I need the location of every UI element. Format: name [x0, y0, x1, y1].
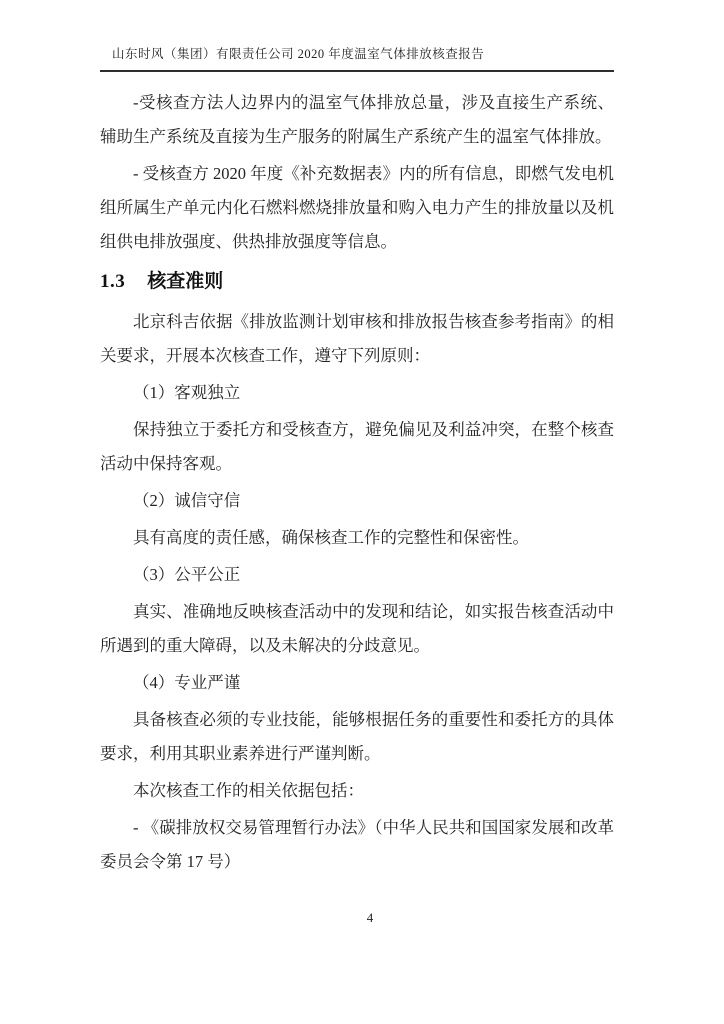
- paragraph-references-intro: 本次核查工作的相关依据包括：: [133, 781, 364, 800]
- document-body: [100, 86, 614, 882]
- principle-1-text: 保持独立于委托方和受核查方，避免偏见及利益冲突，在整个核查活动中保持客观。: [100, 420, 614, 473]
- report-header: [100, 46, 614, 72]
- paragraph-principles-intro: 北京科吉依据《排放监测计划审核和排放报告核查参考指南》的相关要求，开展本次核查工作，遵守下列原则：: [100, 312, 614, 365]
- principle-2-text: 具有高度的责任感，确保核查工作的完整性和保密性。: [133, 528, 529, 547]
- heading-title: 核查准则: [147, 271, 224, 292]
- header-title: 山东时风（集团）有限责任公司 2020 年度温室气体排放核查报告: [112, 47, 485, 61]
- heading-number: 1.3: [100, 271, 126, 292]
- principle-1-title: （1）客观独立: [133, 383, 241, 402]
- principle-4-text: 具备核查必须的专业技能，能够根据任务的重要性和委托方的具体要求，利用其职业素养进行严谨判断。: [100, 710, 614, 763]
- paragraph-scope-supplement: - 受核查方 2020 年度《补充数据表》内的所有信息，即燃气发电机组所属生产单元内化石燃料燃烧排放量和购入电力产生的排放量以及机组供电排放强度、供热排放强度等信息。: [100, 164, 614, 251]
- principle-3-text: 真实、准确地反映核查活动中的发现和结论，如实报告核查活动中所遇到的重大障碍，以及未解决的分歧意见。: [100, 602, 614, 655]
- principle-4-title: （4）专业严谨: [133, 673, 241, 692]
- paragraph-scope-total: -受核查方法人边界内的温室气体排放总量，涉及直接生产系统、辅助生产系统及直接为生产服务的附属生产系统产生的温室气体排放。: [100, 93, 614, 146]
- section-heading-1-3: [100, 262, 614, 302]
- page-number: 4: [366, 910, 374, 925]
- reference-item-1: - 《碳排放权交易管理暂行办法》（中华人民共和国国家发展和改革委员会令第 17 号）: [100, 818, 614, 871]
- principle-2-title: （2）诚信守信: [133, 491, 241, 510]
- principle-3-title: （3）公平公正: [133, 565, 241, 584]
